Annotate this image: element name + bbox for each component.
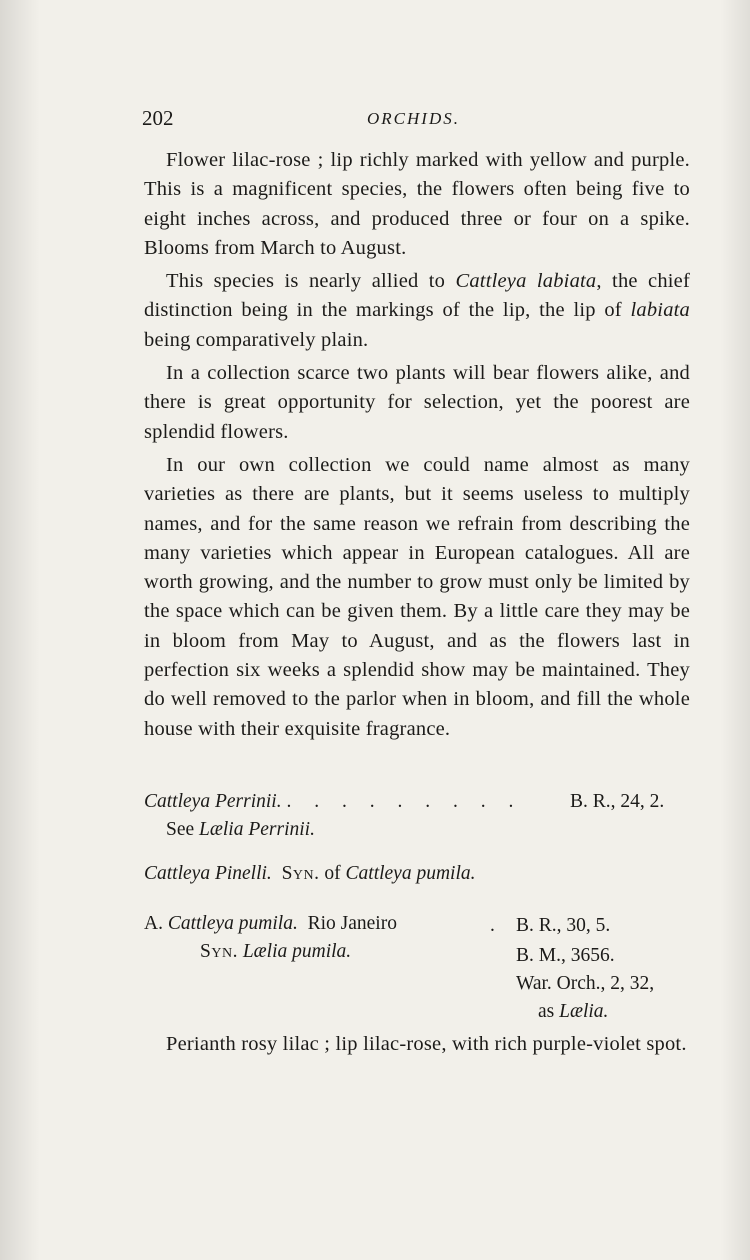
- entry-perrinii-see-line: [166, 816, 315, 844]
- see-label: See: [166, 819, 200, 840]
- as-label: as: [538, 1001, 560, 1022]
- body-text: [144, 146, 690, 748]
- entry-perrinii-name: Cattleya Perrinii.: [144, 791, 282, 812]
- paragraph-2-text-c: , the chief distinction being in the markings of the lip, the lip of: [144, 270, 690, 322]
- dot-leaders: . . . . . . . . .: [286, 791, 523, 812]
- page-edge-shadow: [720, 0, 750, 1260]
- paragraph-2-italic-labiata-short: labiata: [630, 299, 690, 322]
- see-target: Lælia Perrinii.: [199, 819, 315, 840]
- final-paragraph-block: [144, 1030, 690, 1063]
- paragraph-1: Flower lilac-rose ; lip richly marked with yellow and purple. This is a magnificent species, the flowers often being five to eight inches across, and produced three or four on a spike. Blooms from March to August.: [144, 149, 690, 259]
- syn-label: Syn.: [200, 941, 238, 962]
- entry-pumila-as-line: [538, 998, 608, 1026]
- entry-pumila-locality: Rio Janeiro: [307, 913, 397, 934]
- entry-pumila-as-name: Lælia.: [559, 1001, 609, 1022]
- entry-pinelli-name: Cattleya Pinelli.: [144, 863, 272, 884]
- entry-perrinii-ref: B. R., 24, 2.: [570, 791, 665, 812]
- paragraph-2: [144, 267, 690, 355]
- running-head: ORCHIDS.: [367, 109, 460, 128]
- of-label: of: [319, 863, 346, 884]
- entry-pinelli-line: [144, 860, 476, 888]
- entry-pumila-ref-3: War. Orch., 2, 32,: [516, 973, 655, 994]
- entry-pumila-name: Cattleya pumila.: [167, 913, 298, 934]
- paragraph-4: In our own collection we could name almost as many varieties as there are plants, but it seems useless to multiply names, and for the same reason we refrain from describing the many varieties which appear in European catalogues. All are worth growing, and the number to grow must only be limited by the space which can be given them. By a little care they may be in bloom from May to August, and as the flowers last in perfection six weeks a splendid show may be maintained. They do well removed to the parlor when in bloom, and fill the whole house with their exquisite fragrance.: [144, 453, 690, 740]
- entry-marker: A.: [144, 913, 163, 934]
- entry-pumila-dot: .: [490, 915, 495, 936]
- entry-pumila-ref-1: B. R., 30, 5.: [516, 915, 611, 936]
- entry-pumila-syn-name: Lælia pumila.: [242, 941, 352, 962]
- paragraph-2-text-a: This species is nearly allied to: [166, 270, 456, 293]
- paragraph-3: In a collection scarce two plants will bear flowers alike, and there is great opportunity for selection, yet the poorest are splendid flowers.: [144, 362, 690, 443]
- entry-pumila-syn-line: [200, 938, 351, 966]
- syn-label: Syn.: [281, 863, 320, 884]
- paragraph-2-italic-labiata: Cattleya labiata: [455, 270, 597, 293]
- page-number: 202: [142, 106, 174, 130]
- entry-perrinii-name-line: [144, 788, 522, 816]
- entry-pumila-ref-2: B. M., 3656.: [516, 945, 615, 966]
- paragraph-2-text-e: being comparatively plain.: [144, 328, 369, 351]
- paragraph-final: Perianth rosy lilac ; lip lilac-rose, with rich purple-violet spot.: [166, 1033, 687, 1055]
- page-gutter-shadow: [0, 0, 40, 1260]
- entry-pinelli-target: Cattleya pumila.: [345, 863, 476, 884]
- entry-pumila-name-line: [144, 910, 397, 938]
